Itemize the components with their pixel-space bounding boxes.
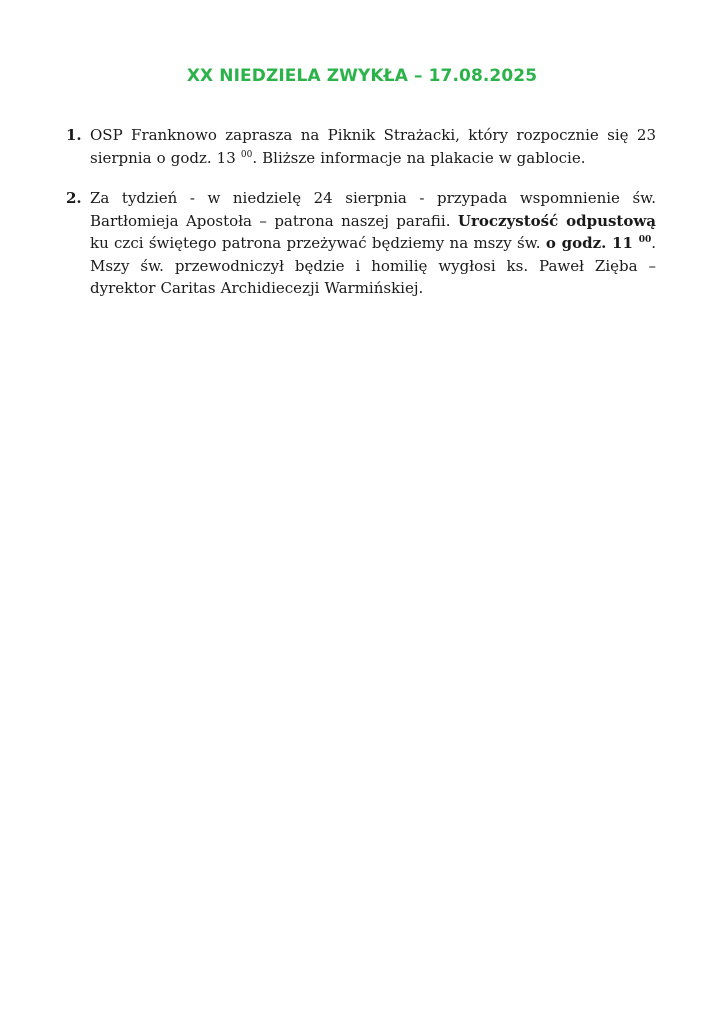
announcement-item-2 bbox=[66, 187, 656, 300]
item-text bbox=[90, 187, 656, 300]
announcement-item-1 bbox=[66, 124, 656, 169]
superscript: 00 bbox=[240, 149, 253, 160]
announcements-list bbox=[66, 124, 656, 318]
item-number: 2. bbox=[66, 189, 82, 207]
item-number: 1. bbox=[66, 126, 82, 144]
text-fragment: . Bliższe informacje na plakacie w gablocie. bbox=[252, 148, 586, 167]
text-fragment: OSP Franknowo zaprasza na Piknik Strażacki, który rozpocznie się 23 sierpnia o godz. 13 bbox=[90, 126, 656, 167]
bold-time: o godz. 11 bbox=[545, 234, 633, 252]
bold-fragment: Uroczystość odpustową bbox=[457, 211, 657, 230]
superscript: 00 bbox=[638, 235, 652, 245]
text-fragment: Za tydzień - w niedzielę 24 sierpnia - przypada wspomnienie św. Bartłomieja Apostoła – patrona naszej parafii. bbox=[90, 189, 656, 230]
text-fragment: ku czci świętego patrona przeżywać będziemy na mszy św. bbox=[90, 234, 546, 252]
item-text bbox=[90, 124, 656, 169]
page-title: XX NIEDZIELA ZWYKŁA – 17.08.2025 bbox=[186, 66, 538, 86]
text-fragment: . Mszy św. przewodniczył będzie i homilię wygłosi ks. Paweł Zięba – dyrektor Caritas Archidiecezji Warmińskiej. bbox=[90, 234, 656, 297]
bold-fragment bbox=[546, 234, 651, 252]
